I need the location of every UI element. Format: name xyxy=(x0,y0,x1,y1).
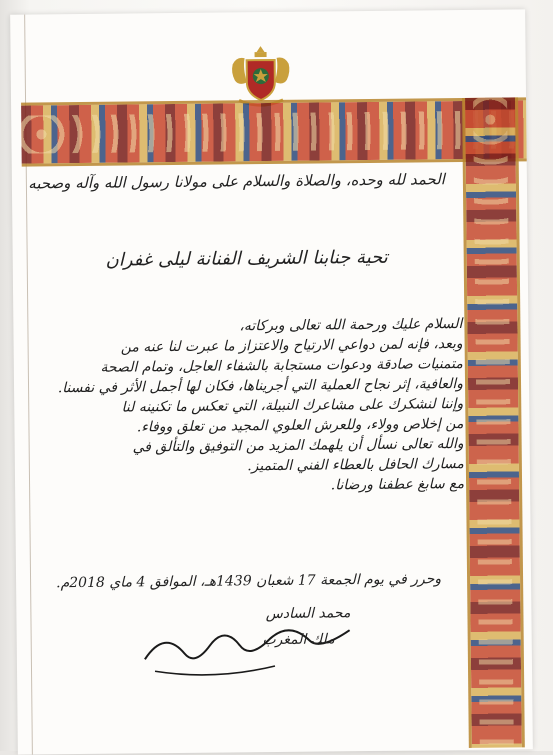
letter-date: وحرر في يوم الجمعة 17 شعبان 1439هـ، الموافق 4 ماي 2018م. xyxy=(56,571,442,592)
letter-paper xyxy=(10,9,533,754)
body-line: وإننا لنشكرك على مشاعرك النبيلة، التي تعكس ما تكنينه لنا xyxy=(121,395,464,416)
ornamental-right-border xyxy=(462,97,525,748)
letter-body xyxy=(32,314,464,498)
body-line: وبعد، فإنه لمن دواعي الارتياح والاعتزاز ما عبرت لنا عنه من xyxy=(120,335,463,356)
body-line: مسارك الحافل بالعطاء الفني المتميز. xyxy=(247,455,464,475)
body-line: متمنيات صادقة ودعوات مستجابة بالشفاء العاجل، وتمام الصحة xyxy=(100,355,463,376)
ornamental-top-border xyxy=(21,97,527,166)
body-line: السلام عليك ورحمة الله تعالى وبركاته، xyxy=(239,315,463,335)
body-line: والله تعالى نسأل أن يلهمك المزيد من التوفيق والتألق في xyxy=(132,435,464,456)
body-line: من إخلاص وولاء، وللعرش العلوي المجيد من تعلق ووفاء. xyxy=(136,415,464,436)
signature-name: محمد السادس xyxy=(265,605,351,623)
letter-title: تحية جنابنا الشريف الفنانة ليلى غفران xyxy=(105,246,388,271)
signature-block xyxy=(134,597,375,690)
body-line: مع سابغ عطفنا ورضانا. xyxy=(330,475,465,494)
signature-title: ملك المغرب xyxy=(262,631,335,649)
body-line: والعافية، إثر نجاح العملية التي أجريناها، فكان لها أجمل الأثر في نفسنا. xyxy=(57,375,464,397)
letter-header: الحمد لله وحده، والصلاة والسلام على مولانا رسول الله وآله وصحبه xyxy=(28,170,445,193)
